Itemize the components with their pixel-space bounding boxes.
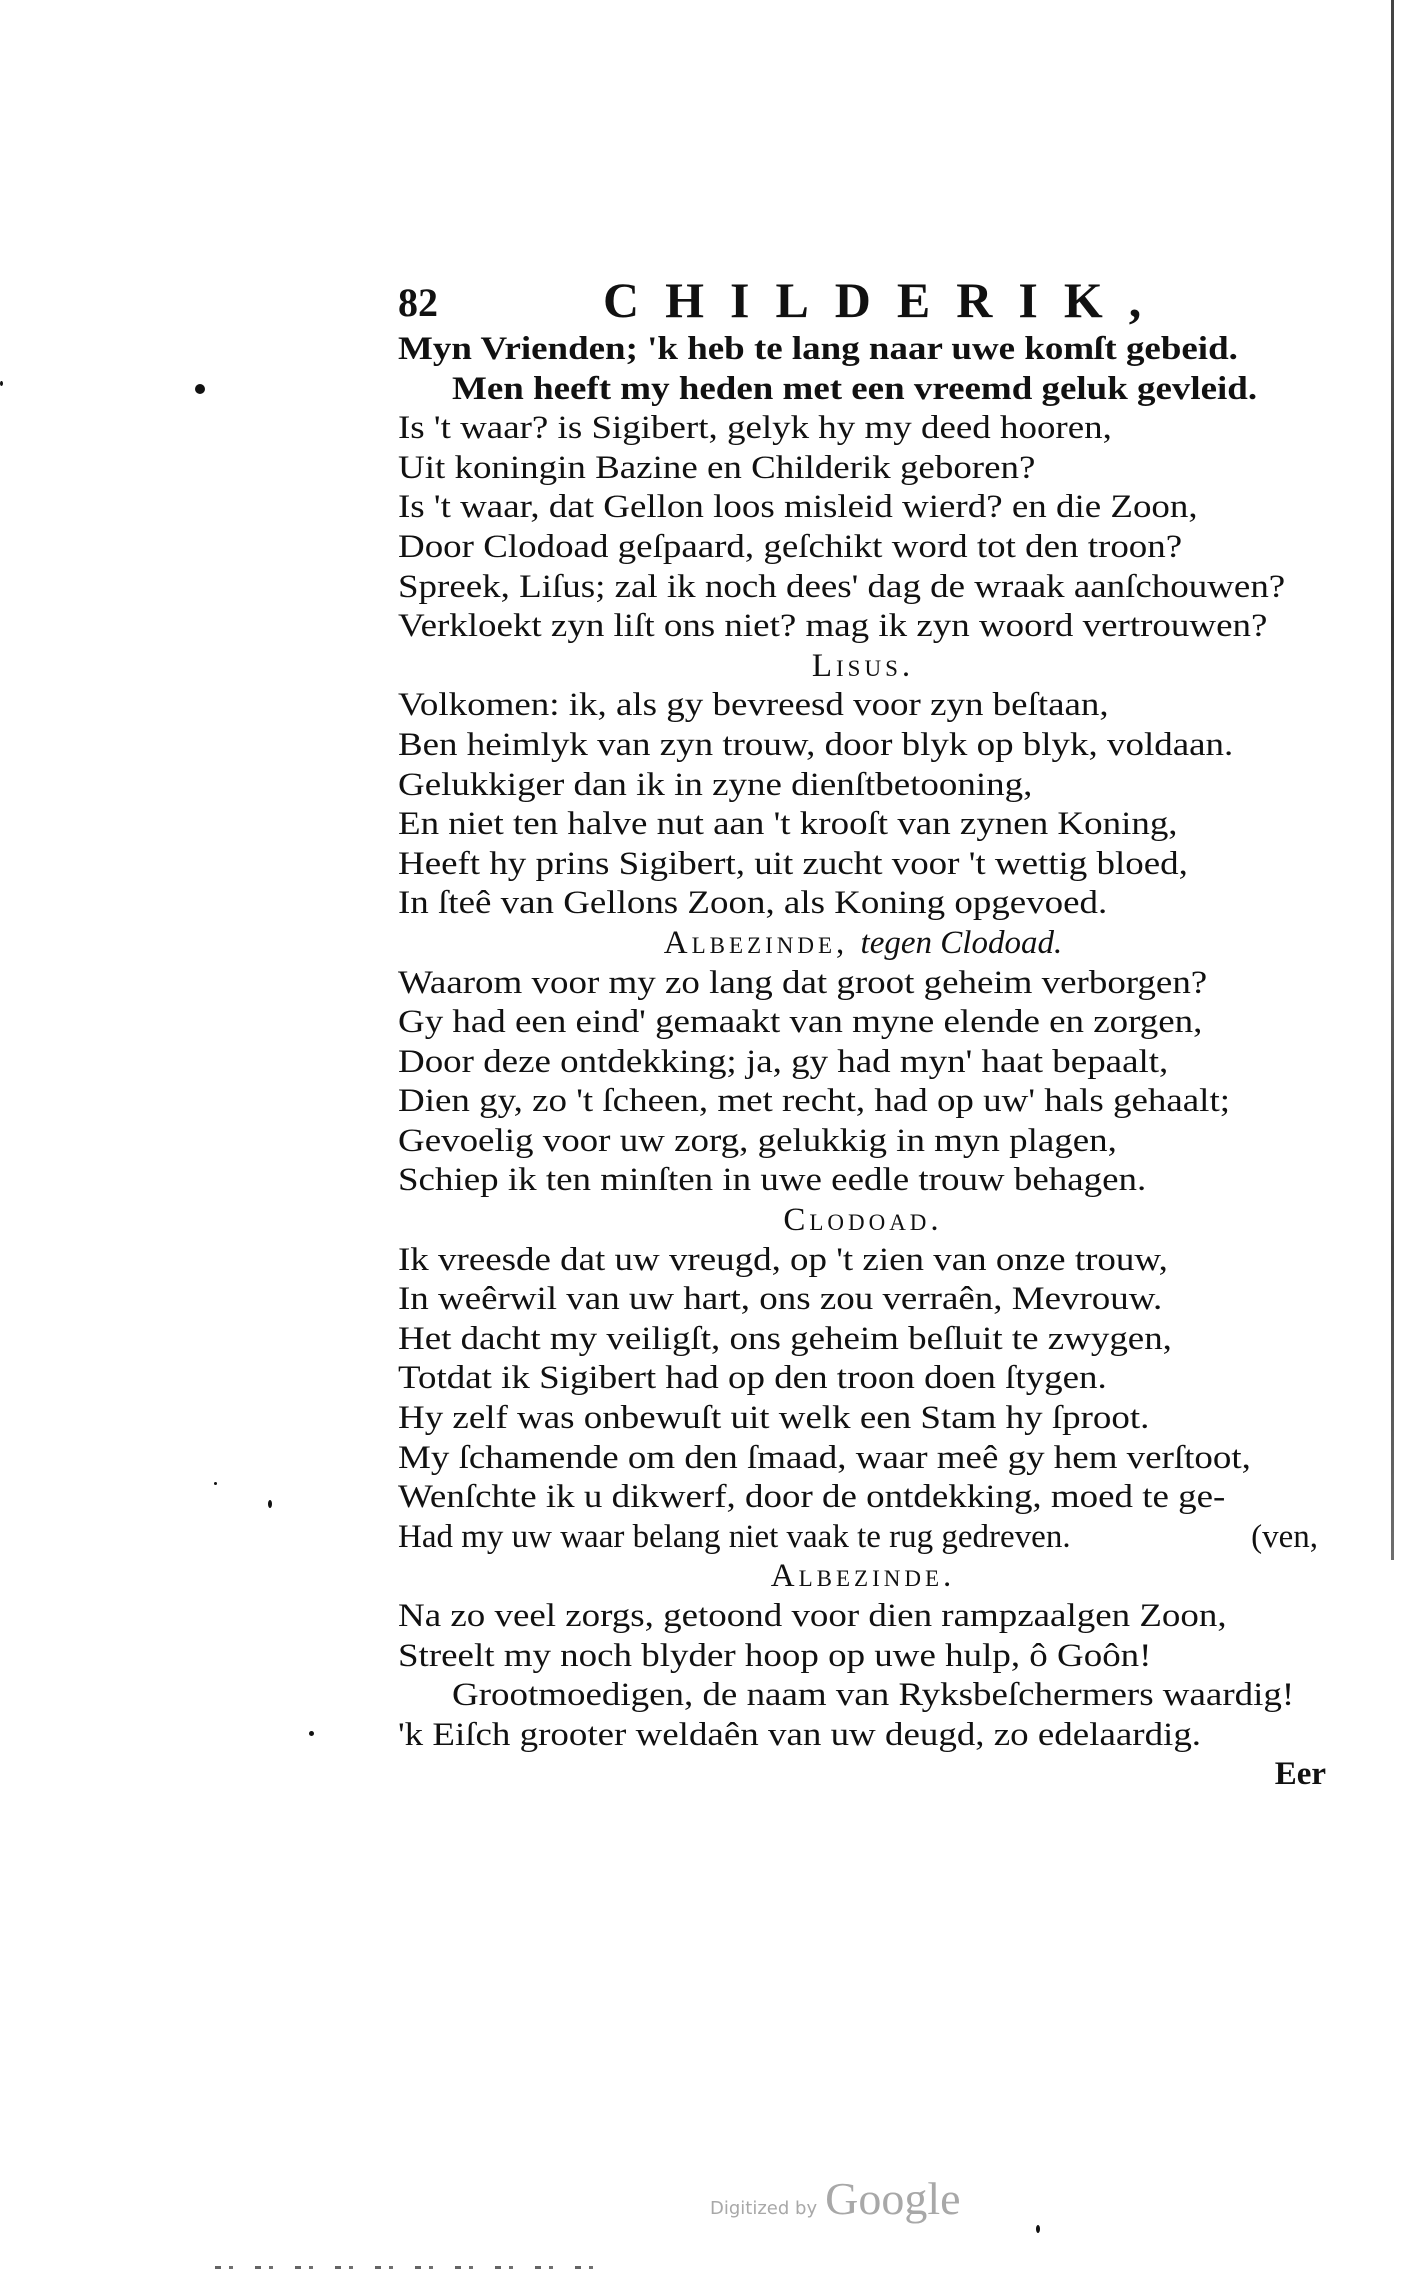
verse-text: Wenſchte ik u dikwerf, door de ontdekking, moed te ge-: [398, 1479, 1226, 1516]
ink-speck: [268, 1500, 272, 1508]
verse-text: Totdat ik Sigibert had op den troon doen ſtygen.: [398, 1360, 1107, 1397]
speaker-name: Lisus.: [811, 647, 915, 684]
google-logo: Google: [825, 2173, 961, 2224]
verse-text: Ik vreesde dat uw vreugd, op 't zien van onze trouw,: [398, 1241, 1168, 1278]
verse-text: Streelt my noch blyder hoop op uwe hulp, ô Goôn!: [398, 1637, 1152, 1674]
ink-speck: [0, 381, 3, 386]
verse-text: En niet ten halve nut aan 't krooſt van zynen Koning,: [398, 806, 1178, 843]
verse-line: [398, 1320, 1328, 1360]
verse-line: [398, 1082, 1328, 1122]
speaker-name: Albezinde,: [663, 924, 849, 961]
verse-line: [398, 766, 1328, 806]
verse-text: 'k Eiſch grooter weldaên van uw deugd, zo edelaardig.: [398, 1716, 1202, 1753]
verse-line: [398, 726, 1328, 766]
verse-line: [398, 1241, 1328, 1281]
verse-line: [398, 1597, 1328, 1637]
digitized-watermark: [710, 2172, 961, 2225]
speaker-heading: [398, 1557, 1328, 1597]
verse-text: My ſchamende om den ſmaad, waar meê gy hem verſtoot,: [398, 1439, 1251, 1476]
verse-line: [398, 1637, 1328, 1677]
verse-text: Grootmoedigen, de naam van Ryksbeſchermers waardig!: [452, 1677, 1295, 1714]
verse-line: [398, 884, 1328, 924]
ink-speck: [195, 384, 205, 394]
scan-noise: [215, 2266, 595, 2269]
catchword: Eer: [1274, 1756, 1326, 1793]
verse-text: Na zo veel zorgs, getoond voor dien rampzaalgen Zoon,: [398, 1598, 1227, 1634]
verse-line: [398, 568, 1328, 608]
verse-text: Dien gy, zo 't ſcheen, met recht, had op uw' hals gehaalt;: [398, 1083, 1230, 1120]
speaker-name: Albezinde.: [770, 1558, 956, 1595]
verse-line: [398, 1676, 1328, 1716]
verse-line: [398, 686, 1328, 726]
verse-text: Ben heimlyk van zyn trouw, door blyk op blyk, voldaan.: [398, 726, 1234, 763]
verse-line: [398, 409, 1328, 449]
verse-line: [398, 805, 1328, 845]
running-title: CHILDERIK,: [603, 272, 1168, 328]
verse-text: In weêrwil van uw hart, ons zou verraên, Mevrouw.: [398, 1281, 1163, 1318]
speaker-name: Clodoad.: [783, 1202, 943, 1239]
verse-text: Had my uw waar belang niet vaak te rug gedreven.: [398, 1518, 1071, 1555]
verse-line: [398, 1003, 1328, 1043]
ink-speck: [214, 1482, 217, 1485]
verse-line: [398, 1518, 1328, 1558]
verse-line: [398, 845, 1328, 885]
verse-line: [398, 607, 1328, 647]
verse-text: Heeft hy prins Sigibert, uit zucht voor 't wettig bloed,: [398, 845, 1188, 882]
verse-text-block: [398, 330, 1328, 1795]
verse-text: Schiep ik ten minſten in uwe eedle trouw behagen.: [398, 1162, 1147, 1199]
stage-direction: tegen Clodoad.: [860, 924, 1063, 961]
watermark-prefix: Digitized by: [710, 2198, 818, 2219]
verse-text: Uit koningin Bazine en Childerik geboren?: [398, 449, 1036, 486]
verse-line: [398, 1478, 1328, 1518]
verse-text: Verkloekt zyn liſt ons niet? mag ik zyn woord vertrouwen?: [398, 608, 1268, 645]
verse-text: Is 't waar, dat Gellon loos misleid wierd? en die Zoon,: [398, 489, 1198, 526]
verse-text: Waarom voor my zo lang dat groot geheim verborgen?: [398, 964, 1208, 1001]
verse-text: Gy had een eind' gemaakt van myne elende en zorgen,: [398, 1004, 1203, 1041]
ink-speck: [1036, 2225, 1040, 2233]
verse-text: Door Clodoad geſpaard, geſchikt word tot den troon?: [398, 528, 1183, 565]
verse-text: Door deze ontdekking; ja, gy had myn' haat bepaalt,: [398, 1043, 1169, 1080]
ink-speck: [309, 1731, 314, 1736]
verse-line: [398, 1043, 1328, 1083]
speaker-heading: [398, 1201, 1328, 1241]
verse-text: Gevoelig voor uw zorg, gelukkig in myn plagen,: [398, 1122, 1117, 1159]
verse-line: [398, 1122, 1328, 1162]
verse-line: [398, 964, 1328, 1004]
verse-line: [398, 1439, 1328, 1479]
speaker-heading: [398, 647, 1328, 687]
verse-line: [398, 330, 1328, 370]
verse-line: [398, 1280, 1328, 1320]
verse-line: [398, 449, 1328, 489]
verse-text: Is 't waar? is Sigibert, gelyk hy my deed hooren,: [398, 410, 1112, 447]
verse-text: Myn Vrienden; 'k heb te lang naar uwe komſt gebeid.: [398, 331, 1238, 367]
verse-text: Volkomen: ik, als gy bevreesd voor zyn beſtaan,: [398, 687, 1109, 724]
verse-text: Hy zelf was onbewuſt uit welk een Stam hy ſproot.: [398, 1400, 1150, 1437]
page-edge-shadow: [1391, 0, 1394, 1560]
verse-line: [398, 1161, 1328, 1201]
verse-line: [398, 1399, 1328, 1439]
verse-line: [398, 488, 1328, 528]
page-number: 82: [398, 280, 438, 325]
verse-text: Spreek, Liſus; zal ik noch dees' dag de wraak aanſchouwen?: [398, 568, 1286, 605]
verse-line: [398, 1716, 1328, 1756]
verse-text: Men heeft my heden met een vreemd geluk gevleid.: [452, 370, 1258, 407]
verse-text: Gelukkiger dan ik in zyne dienſtbetooning,: [398, 766, 1033, 803]
turnover-fragment: (ven,: [1251, 1518, 1318, 1555]
verse-line: [398, 528, 1328, 568]
verse-text: Het dacht my veiligſt, ons geheim beſluit te zwygen,: [398, 1320, 1172, 1357]
verse-text: In ſteê van Gellons Zoon, als Koning opgevoed.: [398, 885, 1108, 922]
speaker-heading: [398, 924, 1328, 964]
verse-line: [398, 1359, 1328, 1399]
page-header: [398, 272, 1328, 332]
verse-line: [398, 370, 1328, 410]
